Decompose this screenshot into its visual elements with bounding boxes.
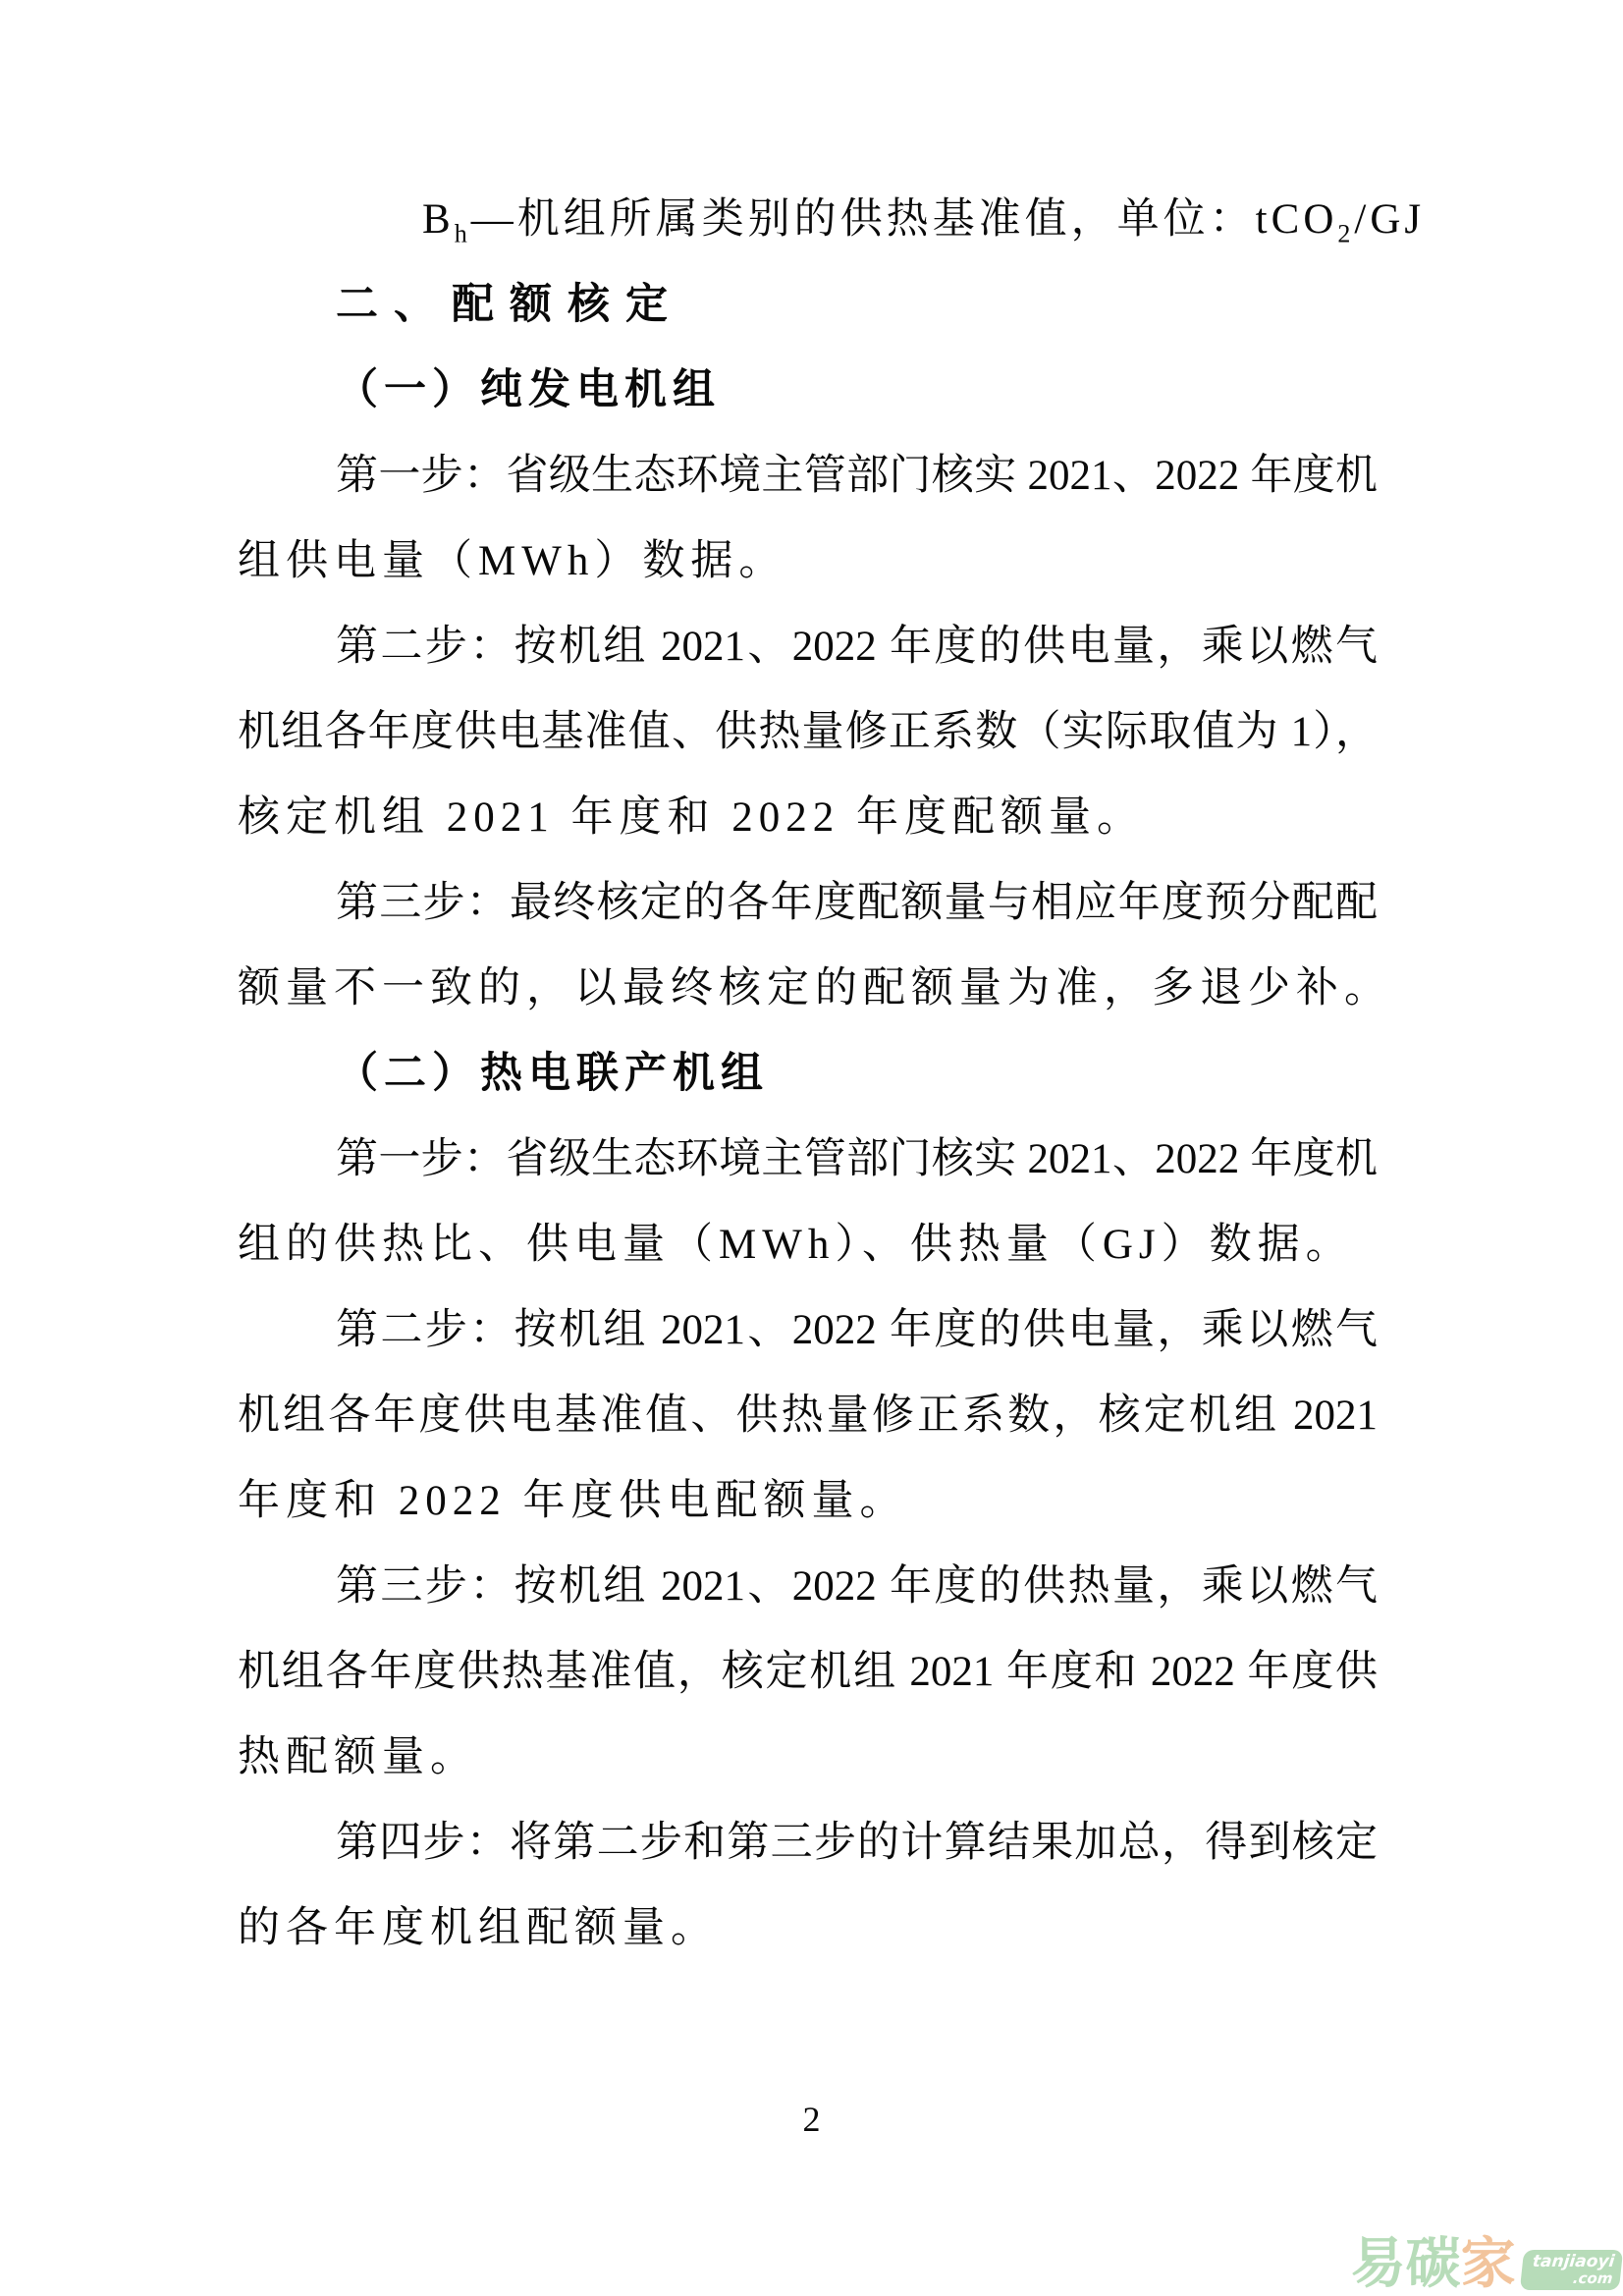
page-number: 2 bbox=[802, 2100, 821, 2139]
formula-definition-line: $B_h—$机组所属类别的供热基准值，单位：tCO$_2$/GJ bbox=[422, 196, 1426, 248]
subsection-heading: （二）热电联产机组 bbox=[336, 1051, 769, 1097]
paragraph-line: 额量不一致的，以最终核定的配额量为准，多退少补。 bbox=[238, 965, 1392, 1011]
paragraph-line: 第四步：将第二步和第三步的计算结果加总，得到核定 bbox=[336, 1820, 1378, 1866]
paragraph-line: 第三步：最终核定的各年度配额量与相应年度预分配配 bbox=[336, 880, 1378, 926]
watermark-badge-domain: tanjiaoyi bbox=[1531, 2252, 1615, 2271]
paragraph-line: 组供电量（MWh）数据。 bbox=[238, 538, 787, 584]
paragraph-line: 第二步：按机组 2021、2022 年度的供电量，乘以燃气 bbox=[336, 624, 1378, 670]
paragraph-line: 第三步：按机组 2021、2022 年度的供热量，乘以燃气 bbox=[336, 1563, 1378, 1610]
paragraph-line: 组的供热比、供电量（MWh）、供热量（GJ）数据。 bbox=[238, 1222, 1354, 1268]
paragraph-line: 机组各年度供电基准值、供热量修正系数（实际取值为 1）， bbox=[238, 709, 1378, 755]
subsection-heading: （一）纯发电机组 bbox=[336, 367, 721, 413]
paragraph-line: 热配额量。 bbox=[238, 1734, 478, 1780]
section-heading: 二、配额核定 bbox=[336, 282, 683, 328]
watermark-text-green: 易碳 bbox=[1350, 2232, 1461, 2296]
paragraph-line: 第一步：省级生态环境主管部门核实 2021、2022 年度机 bbox=[336, 453, 1378, 499]
tanjiaoyi-watermark-logo bbox=[1350, 2232, 1621, 2296]
paragraph-line: 核定机组 2021 年度和 2022 年度配额量。 bbox=[238, 794, 1145, 841]
watermark-badge-tld: .com bbox=[1571, 2269, 1614, 2287]
paragraph-line: 机组各年度供热基准值，核定机组 2021 年度和 2022 年度供 bbox=[238, 1649, 1378, 1695]
watermark-text-orange: 家 bbox=[1460, 2232, 1516, 2296]
document-lines bbox=[238, 177, 1426, 1971]
paragraph-line: 机组各年度供电基准值、供热量修正系数，核定机组 2021 bbox=[238, 1393, 1378, 1439]
watermark-badge bbox=[1519, 2250, 1623, 2290]
paragraph-line: 第二步：按机组 2021、2022 年度的供电量，乘以燃气 bbox=[336, 1307, 1378, 1353]
paragraph-line: 第一步：省级生态环境主管部门核实 2021、2022 年度机 bbox=[336, 1136, 1378, 1182]
paragraph-line: 的各年度机组配额量。 bbox=[238, 1905, 719, 1951]
paragraph-line: 年度和 2022 年度供电配额量。 bbox=[238, 1478, 908, 1524]
